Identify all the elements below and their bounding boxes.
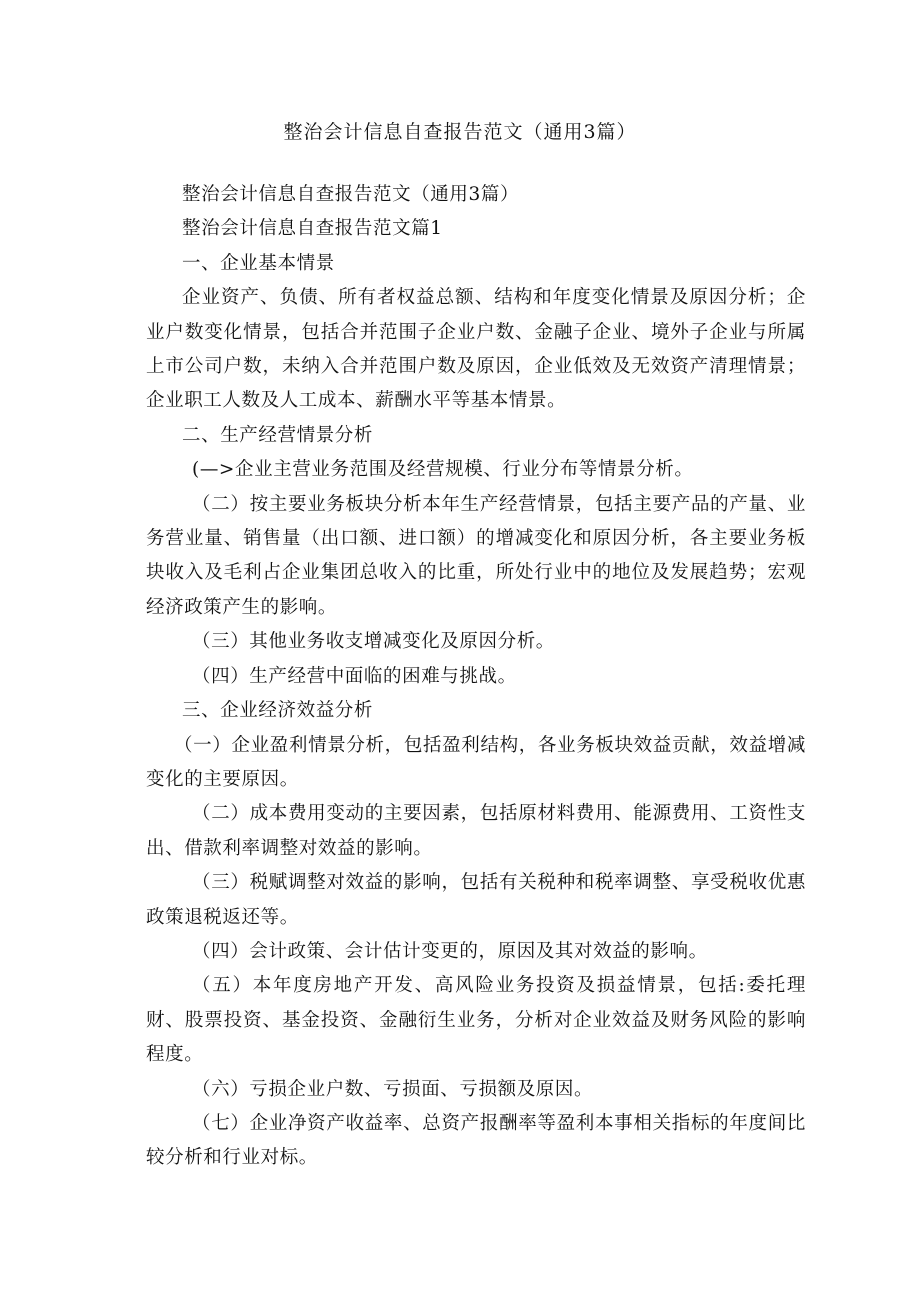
subtitle: 整治会计信息自查报告范文（通用3篇） <box>182 184 520 205</box>
paragraph: （五）本年度房地产开发、高风险业务投资及损益情景，包括:委托理财、股票投资、基金投资、金融衍生业务，分析对企业效益及财务风险的影响程度。 <box>146 975 806 1066</box>
paragraph: （一）企业盈利情景分析，包括盈利结构，各业务板块效益贡献，效益增减变化的主要原因。 <box>146 734 806 790</box>
document-body <box>146 178 806 1176</box>
paragraph: （四）会计政策、会计估计变更的，原因及其对效益的影响。 <box>192 940 708 962</box>
section-heading: 整治会计信息自查报告范文篇1 <box>182 218 443 240</box>
heading-3: 三、企业经济效益分析 <box>182 700 374 722</box>
paragraph: (—>企业主营业务范围及经营规模、行业分布等情景分析。 <box>192 459 694 481</box>
paragraph: （三）税赋调整对效益的影响，包括有关税种和税率调整、享受税收优惠政策退税返还等。 <box>146 872 806 928</box>
paragraph: （四）生产经营中面临的困难与挑战。 <box>192 665 517 687</box>
document-title: 整治会计信息自查报告范文（通用3篇） <box>283 121 637 143</box>
paragraph: （二）成本费用变动的主要因素，包括原材料费用、能源费用、工资性支出、借款利率调整对效益的影响。 <box>146 803 806 859</box>
paragraph: （六）亏损企业户数、亏损面、亏损额及原因。 <box>192 1078 594 1100</box>
paragraph: （二）按主要业务板块分析本年生产经营情景，包括主要产品的产量、业务营业量、销售量（出口额、进口额）的增减变化和原因分析，各主要业务板块收入及毛利占企业集团总收入的比重，所处行业中的地位及发展趋势；宏观经济政策产生的影响。 <box>146 493 806 618</box>
paragraph: 企业资产、负债、所有者权益总额、结构和年度变化情景及原因分析；企业户数变化情景，包括合并范围子企业户数、金融子企业、境外子企业与所属上市公司户数，未纳入合并范围户数及原因，企业低效及无效资产清理情景；企业职工人数及人工成本、薪酬水平等基本情景。 <box>146 287 806 412</box>
paragraph: （三）其他业务收支增减变化及原因分析。 <box>192 631 555 653</box>
paragraph: （七）企业净资产收益率、总资产报酬率等盈利本事相关指标的年度间比较分析和行业对标。 <box>146 1112 806 1169</box>
heading-2: 二、生产经营情景分析 <box>182 424 374 446</box>
heading-1: 一、企业基本情景 <box>182 252 335 274</box>
